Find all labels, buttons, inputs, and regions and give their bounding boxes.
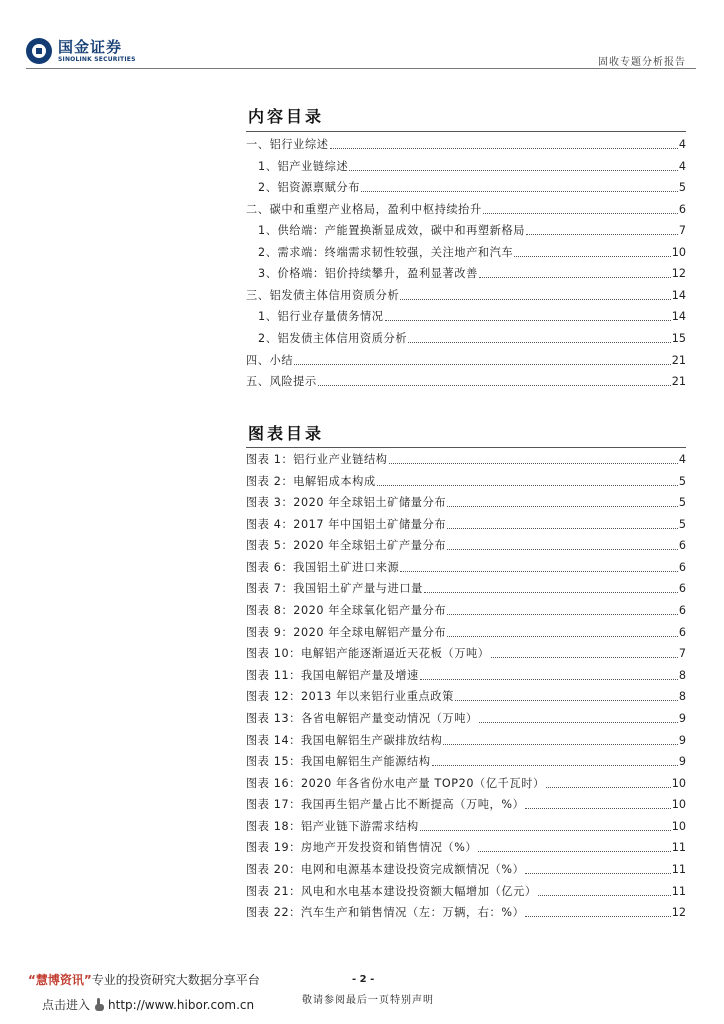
dot-leader (447, 527, 678, 529)
footer-brand: “慧博资讯” (28, 973, 92, 987)
figure-entry-title: 图表 6：我国铝土矿进口来源 (246, 560, 400, 574)
toc-entry[interactable] (246, 330, 686, 346)
figure-entry[interactable] (246, 861, 686, 877)
dot-leader (349, 169, 678, 171)
pointer-hand-icon (93, 998, 105, 1012)
toc-entry-title: 二、碳中和重塑产业格局，盈利中枢持续抬升 (246, 202, 482, 216)
figure-entry-title: 图表 19：房地产开发投资和销售情况（%） (246, 841, 478, 855)
dot-leader (479, 276, 671, 278)
toc-entry-title: 一、铝行业综述 (246, 138, 329, 151)
figure-entry[interactable] (246, 516, 686, 532)
toc-entry-title: 1、铝行业存量债务情况 (258, 310, 384, 324)
header-divider (26, 68, 696, 69)
toc-entry[interactable] (246, 201, 686, 217)
figure-entry-title: 图表 14：我国电解铝生产碳排放结构 (246, 733, 443, 747)
figure-entry[interactable] (246, 710, 686, 726)
toc-entry-page: 4 (678, 138, 686, 151)
toc-entry-page: 15 (671, 331, 686, 345)
figure-entry[interactable] (246, 494, 686, 510)
footer-link-url[interactable]: http://www.hibor.com.cn (108, 997, 255, 1012)
figure-entry-page: 4 (678, 453, 686, 466)
figures-title: 图表目录 (248, 424, 325, 443)
dot-leader (400, 570, 678, 572)
toc-entry-page: 21 (671, 353, 686, 367)
dot-leader (514, 255, 670, 257)
figure-entry[interactable] (246, 839, 686, 855)
dot-leader (525, 915, 670, 917)
dot-leader (361, 190, 678, 192)
figure-entry-title: 图表 11：我国电解铝产量及增速 (246, 668, 419, 682)
toc-entry-page: 21 (671, 375, 686, 389)
dot-leader (330, 147, 678, 149)
toc-entry-title: 三、铝发债主体信用资质分析 (246, 288, 400, 302)
figure-entry-page: 5 (678, 474, 686, 488)
footer-link-prefix: 点击进入 (42, 998, 91, 1012)
figure-entry-page: 6 (678, 625, 686, 639)
figure-entry-page: 10 (671, 819, 686, 833)
dot-leader (424, 591, 678, 593)
figure-entry[interactable] (246, 883, 686, 899)
dot-leader (525, 807, 670, 809)
figure-entry[interactable] (246, 580, 686, 596)
toc-entry[interactable] (246, 244, 686, 260)
figure-entry-page: 6 (678, 539, 686, 553)
toc-title-divider (246, 131, 686, 132)
footer-link[interactable] (42, 996, 254, 1013)
figure-entry-title: 图表 20：电网和电源基本建设投资完成额情况（%） (246, 863, 525, 877)
dot-leader (546, 786, 671, 788)
dot-leader (432, 764, 678, 766)
dot-leader (479, 721, 678, 723)
figure-entry[interactable] (246, 602, 686, 618)
figure-entry-page: 5 (678, 517, 686, 531)
dot-leader (447, 613, 678, 615)
figure-entry-page: 11 (671, 884, 686, 898)
figure-entry-page: 6 (678, 560, 686, 574)
dot-leader (389, 462, 678, 464)
dot-leader (447, 548, 678, 550)
dot-leader (408, 341, 671, 343)
toc-entry-title: 1、供给端：产能置换渐显成效，碳中和再塑新格局 (258, 224, 526, 238)
toc-entry-page: 10 (671, 245, 686, 259)
logo-chinese-name: 国金证券 (58, 37, 123, 56)
dot-leader (538, 894, 671, 896)
figure-entry[interactable] (246, 559, 686, 575)
toc-title: 内容目录 (248, 107, 325, 126)
figure-entry-page: 10 (671, 798, 686, 812)
figure-entry[interactable] (246, 775, 686, 791)
dot-leader (294, 363, 671, 365)
figure-entry-title: 图表 8：2020 年全球氧化铝产量分布 (246, 604, 447, 618)
toc-entry[interactable] (246, 287, 686, 303)
figure-entry-page: 10 (671, 776, 686, 790)
logo-english-name: SINOLINK SECURITIES (58, 55, 136, 63)
toc-entry[interactable] (246, 158, 686, 174)
figure-entry-title: 图表 9：2020 年全球电解铝产量分布 (246, 625, 447, 639)
figure-entry[interactable] (246, 451, 686, 467)
figure-entry[interactable] (246, 645, 686, 661)
figure-entry-title: 图表 17：我国再生铝产量占比不断提高（万吨，%） (246, 798, 525, 812)
toc-entry-title: 2、铝资源禀赋分布 (258, 181, 361, 195)
sinolink-logo-icon (26, 38, 52, 64)
figure-entry-title: 图表 21：风电和水电基本建设投资额大幅增加（亿元） (246, 884, 537, 898)
toc-entry[interactable] (246, 265, 686, 281)
dot-leader (400, 298, 671, 300)
toc-entry[interactable] (246, 136, 686, 152)
figure-entry[interactable] (246, 624, 686, 640)
dot-leader (491, 656, 678, 658)
toc-entry-page: 5 (678, 181, 686, 195)
toc-entry-page: 4 (678, 159, 686, 173)
toc-entry-title: 2、铝发债主体信用资质分析 (258, 331, 408, 345)
figure-entry-page: 9 (678, 711, 686, 725)
toc-entry-title: 四、小结 (246, 353, 294, 367)
dot-leader (420, 829, 671, 831)
dot-leader (447, 505, 678, 507)
dot-leader (443, 743, 677, 745)
footer-promo (28, 971, 260, 988)
toc-entry-page: 6 (678, 202, 686, 216)
figure-entry-title: 图表 16：2020 年各省份水电产量 TOP20（亿千瓦时） (246, 776, 545, 790)
toc-entry-page: 12 (671, 267, 686, 281)
sinolink-logo (26, 38, 136, 64)
toc-entry[interactable] (246, 308, 686, 324)
dot-leader (455, 699, 678, 701)
toc-entry[interactable] (246, 352, 686, 368)
figure-entry[interactable] (246, 732, 686, 748)
figure-entry-title: 图表 2：电解铝成本构成 (246, 474, 376, 488)
figure-entry-title: 图表 13：各省电解铝产量变动情况（万吨） (246, 711, 478, 725)
figure-entry-page: 7 (678, 647, 686, 661)
figure-entry-title: 图表 22：汽车生产和销售情况（左：万辆，右：%） (246, 906, 525, 920)
figure-entry-page: 11 (671, 863, 686, 877)
figure-entry-page: 6 (678, 604, 686, 618)
figure-entry-title: 图表 1：铝行业产业链结构 (246, 453, 388, 466)
dot-leader (385, 319, 671, 321)
figure-entry-page: 9 (678, 733, 686, 747)
figures-title-divider (246, 447, 686, 448)
figure-entry-title: 图表 5：2020 年全球铝土矿产量分布 (246, 539, 447, 553)
figure-entry[interactable] (246, 753, 686, 769)
figure-entry[interactable] (246, 537, 686, 553)
toc-entry-title: 五、风险提示 (246, 375, 317, 389)
toc-entry-title: 1、铝产业链综述 (258, 159, 349, 173)
dot-leader (420, 678, 678, 680)
figure-entry-page: 8 (678, 690, 686, 704)
toc-entry[interactable] (246, 222, 686, 238)
dot-leader (447, 635, 678, 637)
figure-entry[interactable] (246, 796, 686, 812)
page-number: - 2 - (352, 974, 375, 985)
figure-entry[interactable] (246, 818, 686, 834)
disclaimer: 敬请参阅最后一页特别声明 (302, 995, 434, 1006)
figure-entry-page: 9 (678, 755, 686, 769)
toc-entry-page: 14 (671, 310, 686, 324)
report-type-label: 固收专题分析报告 (598, 57, 686, 68)
figure-entry[interactable] (246, 904, 686, 920)
figure-entry-page: 11 (671, 841, 686, 855)
dot-leader (525, 872, 670, 874)
toc-entry-title: 2、需求端：终端需求韧性较强，关注地产和汽车 (258, 245, 514, 259)
figure-entry-title: 图表 3：2020 年全球铝土矿储量分布 (246, 496, 447, 510)
figure-entry[interactable] (246, 688, 686, 704)
figure-entry-title: 图表 4：2017 年中国铝土矿储量分布 (246, 517, 447, 531)
dot-leader (483, 212, 678, 214)
page-header (0, 0, 724, 72)
toc-entry[interactable] (246, 179, 686, 195)
figure-entry-page: 8 (678, 668, 686, 682)
dot-leader (526, 233, 678, 235)
dot-leader (318, 384, 671, 386)
figure-entry-title: 图表 10：电解铝产能逐渐逼近天花板（万吨） (246, 647, 490, 661)
figure-entry-title: 图表 7：我国铝土矿产量与进口量 (246, 582, 423, 596)
figure-entry-page: 6 (678, 582, 686, 596)
figure-entry-title: 图表 18：铝产业链下游需求结构 (246, 819, 419, 833)
toc-entry-title: 3、价格端：铝价持续攀升，盈利显著改善 (258, 267, 478, 281)
figure-entry-page: 5 (678, 496, 686, 510)
figure-entry-title: 图表 12：2013 年以来铝行业重点政策 (246, 690, 454, 704)
toc-entry-page: 14 (671, 288, 686, 302)
figure-entry-page: 12 (671, 906, 686, 920)
dot-leader (478, 850, 671, 852)
toc-entry-page: 7 (678, 224, 686, 238)
dot-leader (377, 484, 678, 486)
figure-entry-title: 图表 15：我国电解铝生产能源结构 (246, 755, 431, 769)
toc-entry[interactable] (246, 373, 686, 389)
figure-entry[interactable] (246, 667, 686, 683)
figure-entry[interactable] (246, 473, 686, 489)
footer-slogan: 专业的投资研究大数据分享平台 (91, 973, 260, 987)
